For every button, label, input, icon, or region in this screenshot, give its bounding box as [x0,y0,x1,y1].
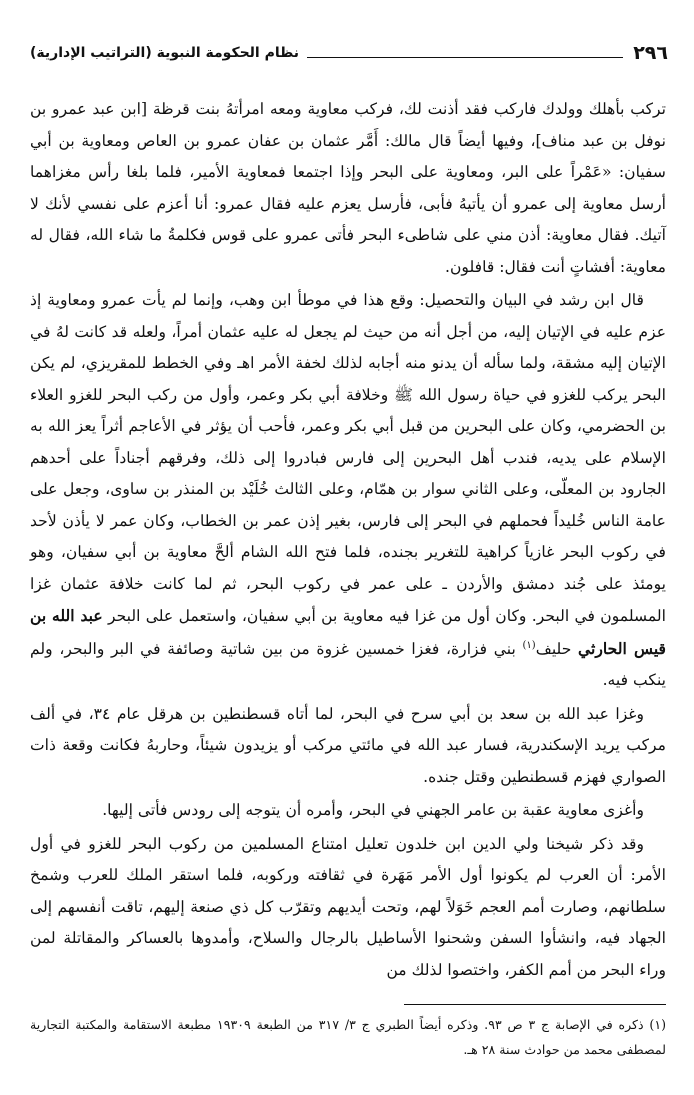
footnote-separator [404,1004,666,1005]
footnote-marker: (١) [522,639,536,651]
paragraph-2-part-1: قال ابن رشد في البيان والتحصيل: وقع هذا في موطأ ابن وهب، وإنما لم يأت عمرو ومعاوية إذ عزم عليه في الإتيان إليه، من أجل أنه من حيث لم يجعل له عليه عثمان أمراً، ولعله قد كانت لهُ في الإتيان إليه مشقة، ولما سأله أن يدنو منه أجابه لذلك لخفة الأمر اهـ وفي الخطط للمقريزي، لم يكن البحر يركب للغزو في حياة رسول الله ﷺ وخلافة أبي بكر وعمر، وأول من ركب البحر للغزو العلاء بن الحضرمي، وكان على البحرين من قبل أبي بكر وعمر، فأحب أن يؤثر في الأعاجم أثراً يعز الله به الإسلام على يديه، فندب أهل البحرين إلى فارس فبادروا إلى ذلك، وفرقهم أجناداً على أحدهم الجارود بن المعلّى، وعلى الثاني سوار بن همّام، وعلى الثالث خُلَيْد بن المنذر بن ساوى، وجعل على عامة الناس خُليداً فحملهم في البحر إلى فارس، بغير إذن عمر بن الخطاب، وكان عمر لا يأذن لأحد في ركوب البحر غازياً كراهية للتغرير بجنده، فلما فتح الله الشام ألحَّ معاوية بن أبي سفيان، وهو يومئذ على جُند دمشق والأردن ـ على عمر في ركوب البحر، ثم لما كانت خلافة عثمان غزا المسلمون في البحر. وكان أول من غزا فيه معاوية بن أبي سفيان، واستعمل على البحر [30,291,666,625]
page-header [30,38,668,68]
paragraph-3: وغزا عبد الله بن سعد بن أبي سرح في البحر، لما أتاه قسطنطين بن هرقل عام ٣٤، في ألف مركب يريد الإسكندرية، فسار عبد الله في مائتي مركب أو يزيدون شيئاً، وحاربهُ فكانت وقعة ذات الصواري فهزم قسطنطين وقتل جنده. [30,704,666,786]
paragraph-2-part-2: حليف [535,639,579,658]
header-rule [307,57,623,58]
bold-name: عبد الله بن قيس الحارثي [30,606,666,658]
page-number: ٢٩٦ [633,42,668,64]
footnote-1: (١) ذكره في الإصابة ج ٣ ص ٩٣. وذكره أيضاً الطبري ج ٣/ ٣١٧ من الطبعة ١٩٣٠٩ مطبعة الاستقامة والمكتبة التجارية لمصطفى محمد من حوادث سنة ٢٨ هـ. [30,1017,667,1057]
paragraph-2-part-3: بني فزارة، فغزا خمسين غزوة من بين شاتية وصائفة في البر والبحر، ولم ينكب فيه. [30,639,666,689]
footnotes [30,1012,666,1062]
paragraph-2 [30,285,666,697]
paragraph-5: وقد ذكر شيخنا ولي الدين ابن خلدون تعليل امتناع المسلمين من ركوب البحر للغزو في أول الأمر: أن العرب لم يكونوا أول الأمر مَهَرة في ثقافته وركوبه، فلما استقر الملك للعرب وشمخ سلطانهم، وصارت أمم العجم خَوَلاً لهم، وتحت أيديهم وتقرّب كل ذي صنعة إليهم، تاقت أنفسهم إلى الجهاد فيه، وانشأوا السفن وشحنوا الأساطيل بالرجال والسلاح، وأمدوها بالعساكر والمقاتلة لمن وراء البحر من أمم الكفر، واختصوا لذلك من [30,834,666,979]
paragraph-4: وأغزى معاوية عقبة بن عامر الجهني في البحر، وأمره أن يتوجه إلى رودس فأتى إليها. [102,801,644,819]
paragraph-1: تركب بأهلك وولدك فاركب فقد أذنت لك، فركب معاوية ومعه امرأتهُ بنت قرظة [ابن عبد عمرو بن نوفل بن عبد مناف]، وفيها أيضاً قال مالك: أَمَّر عثمان بن عفان عمرو بن العاص ومعاوية بن أبي سفيان: «عَمْراً على البر، ومعاوية على البحر وإذا اجتمعا فمعاوية الأمير، فلما بلغا رأس مغزاهما أرسل معاوية إلى عمرو أن يأتيهُ فأبى، فأرسل يعزم عليه فقال عمرو: أنا أعزم على نفسي لأنك لا آتيك. فقال معاوية: أذن مني على شاطىء البحر فأتى عمرو على قوس فكلمةُ ما شاء الله، فقال له معاوية: أفشاتٍ أنت فقال: قافلون. [30,100,666,276]
main-text [30,92,666,986]
running-title: نظام الحكومة النبوية (التراتيب الإدارية) [30,45,300,61]
